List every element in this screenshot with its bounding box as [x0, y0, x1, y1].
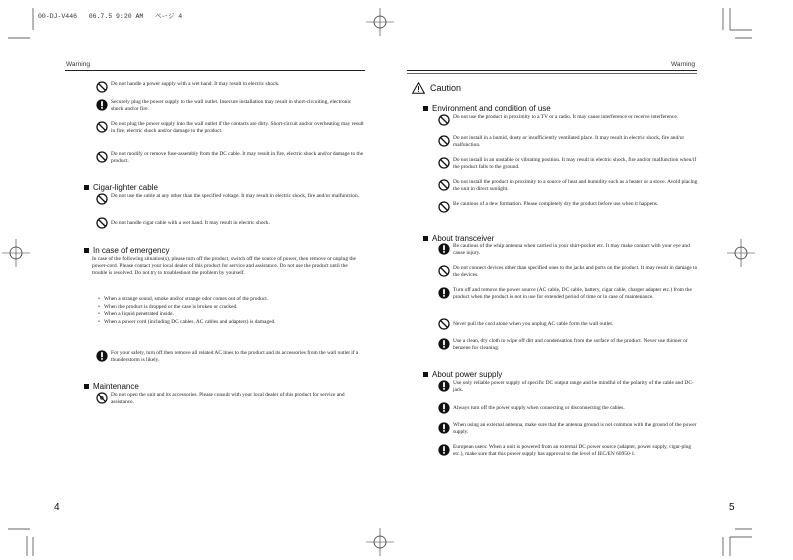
- power-item-text: Use only reliable power supply of specific DC output range and be mindful of the polarity of the cable and DC-jack.: [453, 380, 694, 393]
- section-title-transceiver: [423, 234, 494, 243]
- transceiver-item-text: Do not connect devices other than specified ones to the jacks and ports on the product. It may result in damage to the devices.: [453, 265, 698, 278]
- left-page-header: Warning: [66, 61, 90, 68]
- section-title-text: Environment and condition of use: [432, 104, 551, 113]
- warning-item: [96, 121, 364, 134]
- section-title-emergency: [84, 246, 169, 255]
- prohibition-icon: [438, 135, 450, 147]
- prohibition-icon: [96, 217, 108, 229]
- caution-title: [412, 82, 461, 94]
- print-stamp-page: ページ 4: [155, 13, 183, 20]
- list-item: • When a power cord (including DC cables, AC cables and adapters) is damaged.: [98, 319, 364, 327]
- prohibition-icon: [96, 151, 108, 163]
- caution-title-text: Caution: [430, 83, 462, 93]
- environment-item-text: Do not install in an unstable or vibrating position. It may result in electric shock, fire and/or malfunction when/if the product falls to the ground.: [453, 157, 697, 170]
- section-bullet-icon: [423, 106, 428, 111]
- environment-item-text: Do not install in a humid, dusty or insufficiently ventilated place. It may result in electric shock, fire and/or malfunction.: [453, 135, 685, 148]
- prohibition-icon: [438, 318, 450, 330]
- emergency-note-text: For your safety, turn off then remove all related AC lines to the product and its accessories from the wall outlet if a thunderstorm is likely.: [111, 350, 359, 363]
- section-bullet-icon: [84, 248, 89, 253]
- prohibition-icon: [96, 81, 108, 93]
- prohibition-icon: [96, 121, 108, 133]
- mandatory-icon: [438, 243, 450, 255]
- transceiver-item-text: Use a clean, dry cloth to wipe off dirt and condensation from the surface of the product. Never use thinner or benzene for cleaning.: [453, 338, 688, 351]
- prohibition-icon: [96, 193, 108, 205]
- left-header-rule: [65, 70, 365, 71]
- cigar-item: [96, 193, 364, 205]
- warning-item: [96, 151, 364, 164]
- power-item: [438, 402, 698, 414]
- transceiver-item: [438, 318, 698, 330]
- mandatory-icon: [438, 422, 450, 434]
- maintenance-item-text: Do not open the unit and its accessories. Please consult with your local dealer of this product for service and assistance.: [111, 392, 345, 405]
- emergency-note: [96, 350, 364, 363]
- section-title-text: About transceiver: [432, 234, 495, 243]
- environment-item: [438, 135, 698, 148]
- no-disassembly-icon: [96, 392, 108, 404]
- environment-item: [438, 201, 698, 213]
- power-item: [438, 380, 698, 393]
- environment-item-text: Do not use the product in proximity to a TV or a radio. It may cause interference or receive interference.: [453, 114, 679, 120]
- section-title-text: Cigar-lighter cable: [93, 183, 158, 192]
- warning-item-text: Securely plug the power supply to the wall outlet. Insecure installation may result in short-circuiting, electronic shock and/or fire.: [111, 99, 352, 112]
- section-bullet-icon: [423, 236, 428, 241]
- mandatory-icon: [96, 99, 108, 111]
- warning-item-text: Do not modify or remove fuse-assembly from the DC cable. It may result in fire, electric shock and/or damage to the product.: [111, 151, 364, 164]
- prohibition-icon: [438, 157, 450, 169]
- section-title-power: [423, 370, 502, 379]
- registration-mark-bottom: [366, 528, 394, 556]
- right-header-rule: [407, 70, 697, 71]
- maintenance-item: [96, 392, 364, 405]
- list-item: • When the product is dropped or the case is broken or cracked.: [98, 304, 364, 312]
- transceiver-item-text: Never pull the cord alone when you unplug AC cable form the wall outlet.: [453, 321, 614, 327]
- emergency-paragraph: In case of the following situation(s), please turn off the product, switch off the source of power, then remove or unplug the power-cord. Please contact your local dealer of this product for service and assistance. Do not use the product until the trouble is resolved. Do not try to troubleshoot the problem by yourself.: [92, 256, 356, 277]
- mandatory-icon: [438, 444, 450, 456]
- environment-item-text: Do not install the product in proximity to a source of heat and humidity such as a heater or a stove. Avoid placing the unit in direct sunlight.: [453, 179, 698, 192]
- list-item: • When a liquid penetrated inside.: [98, 311, 364, 319]
- cigar-item: [96, 217, 364, 229]
- section-title-maintenance: [84, 382, 139, 391]
- environment-item: [438, 179, 698, 192]
- environment-item: [438, 114, 698, 126]
- mandatory-icon: [438, 380, 450, 392]
- mandatory-icon: [96, 350, 108, 362]
- mandatory-icon: [438, 338, 450, 350]
- transceiver-item-text: Be cautious of the whip antenna when carried in your shirt-pocket etc. It may make contact with your eye and cause injury.: [453, 243, 690, 256]
- power-item: [438, 444, 698, 457]
- mandatory-icon: [438, 287, 450, 299]
- power-item-text: Always turn off the power supply when connecting or disconnecting the cables.: [453, 405, 625, 411]
- section-bullet-icon: [84, 185, 89, 190]
- print-stamp-datetime: 06.7.5 9:20 AM: [88, 13, 144, 20]
- warning-item: [96, 99, 364, 112]
- registration-mark-left: [2, 239, 30, 267]
- environment-item-text: Be cautious of a dew formation. Please completely dry the product before use when it happens.: [453, 201, 659, 207]
- registration-mark-top: [366, 8, 394, 36]
- transceiver-item: [438, 243, 698, 256]
- power-item: [438, 422, 698, 435]
- registration-mark-right: [727, 239, 755, 267]
- caution-triangle-icon: [412, 82, 425, 94]
- section-title-text: About power supply: [432, 370, 503, 379]
- section-bullet-icon: [84, 384, 89, 389]
- transceiver-item: [438, 265, 698, 278]
- environment-item: [438, 157, 698, 170]
- left-page-number: 4: [54, 502, 60, 513]
- prohibition-icon: [438, 114, 450, 126]
- warning-item-text: Do not plug the power supply into the wall outlet if the contacts are dirty. Short-circuit and/or overheating may result in fire, electric shock and/or damage to the product.: [111, 121, 364, 134]
- right-header-rule-under: [407, 73, 697, 74]
- warning-item: [96, 81, 364, 93]
- section-title-environment: [423, 104, 551, 113]
- prohibition-icon: [438, 179, 450, 191]
- prohibition-icon: [438, 201, 450, 213]
- print-stamp-file: 00-DJ-V446: [38, 13, 78, 20]
- transceiver-item-text: Turn off and remove the power source (AC cable, DC cable, battery, cigar cable, charger adapter etc.) from the product when the product is not in use for extended period of time or in case of maintenance.: [453, 287, 692, 300]
- transceiver-item: [438, 338, 698, 351]
- right-page-number: 5: [729, 502, 735, 513]
- warning-item-text: Do not handle a power supply with a wet hand. It may result in electric shock.: [111, 81, 280, 87]
- section-bullet-icon: [423, 372, 428, 377]
- prohibition-icon: [438, 265, 450, 277]
- power-item-text: European users: When a unit is powered from an external DC power source (adapter, power supply, cigar-plug etc.), make sure that this power supply has approval to the level of IEC/EN 60950-1.: [453, 444, 692, 457]
- mandatory-icon: [438, 402, 450, 414]
- emergency-bullet-list: [98, 296, 364, 326]
- list-item: • When a strange sound, smoke and/or strange odor comes out of the product.: [98, 296, 364, 304]
- transceiver-item: [438, 287, 698, 300]
- section-title-cigar: [84, 183, 158, 192]
- section-title-text: Maintenance: [93, 382, 139, 391]
- section-title-text: In case of emergency: [93, 246, 170, 255]
- power-item-text: When using an external antenna, make sure that the antenna ground is not common with the ground of the power supply.: [453, 422, 697, 435]
- cigar-item-text: Do not handle cigar cable with a wet hand. It may result in electric shock.: [111, 220, 270, 226]
- cigar-item-text: Do not use the cable at any other than the specified voltage. It may result in electric shock, fire and/or malfunction.: [111, 193, 360, 199]
- right-page-header: Warning: [671, 61, 695, 68]
